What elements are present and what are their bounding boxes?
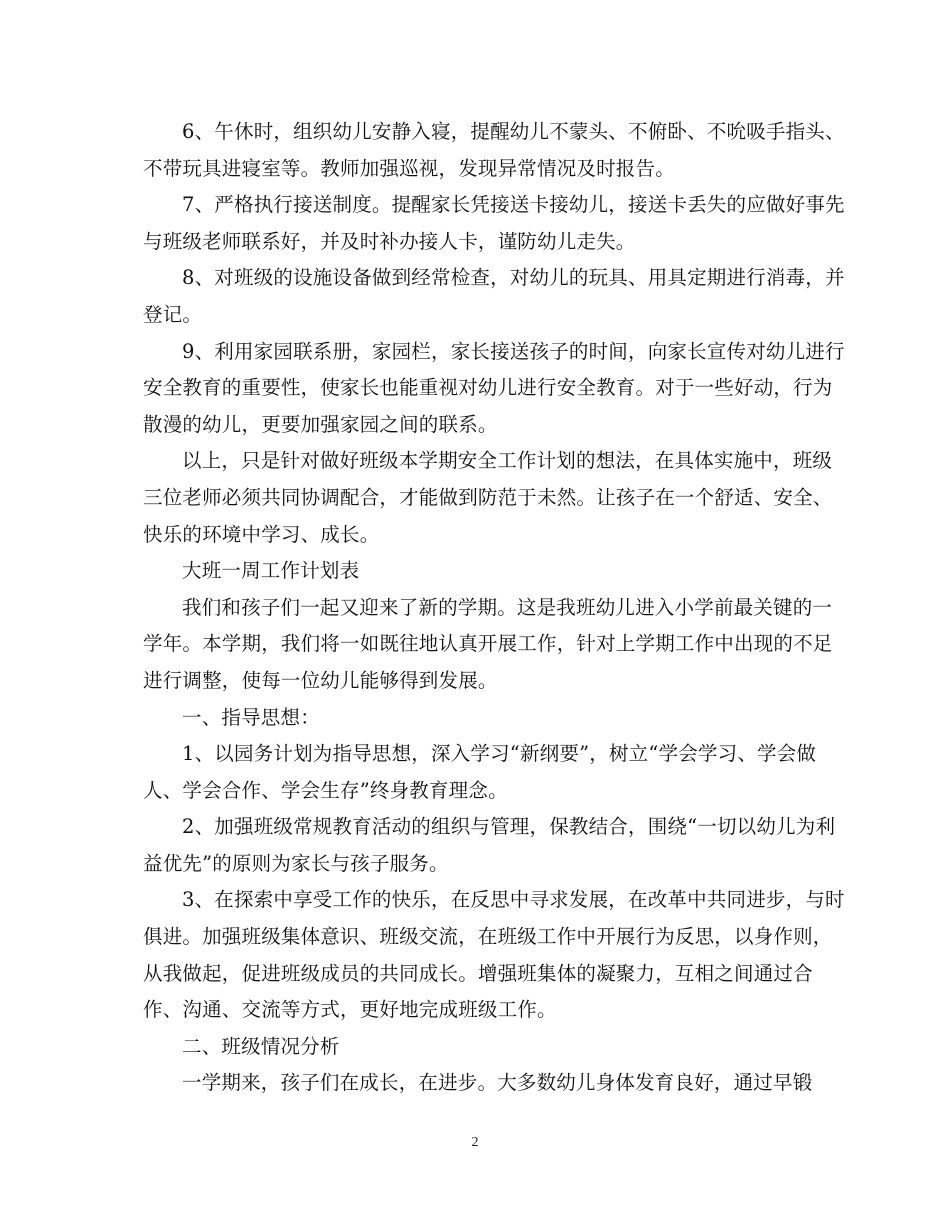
text-line: 作、沟通、交流等方式，更好地完成班级工作。: [143, 998, 557, 1022]
heading-guiding-ideology: [143, 700, 813, 737]
page-number: 2: [471, 1135, 479, 1150]
text-line: 8、对班级的设施设备做到经常检查，对幼儿的玩具、用具定期进行消毒，并: [182, 266, 845, 290]
paragraph-guiding-2: [143, 809, 836, 882]
paragraph-class-analysis: [143, 1065, 813, 1102]
text-line: 3、在探索中享受工作的快乐，在反思中寻求发展，在改革中共同进步，与时: [182, 888, 845, 912]
document-body: [143, 114, 845, 1102]
text-line: 一学期来，孩子们在成长，在进步。大多数幼儿身体发育良好，通过早锻: [182, 1071, 813, 1095]
text-line: 二、班级情况分析: [182, 1034, 340, 1058]
paragraph-item-9: [143, 334, 845, 444]
text-line: 我们和孩子们一起又迎来了新的学期。这是我班幼儿进入小学前最关键的一: [182, 595, 833, 619]
paragraph-guiding-1: [143, 736, 817, 809]
text-line: 2、加强班级常规教育活动的组织与管理，保教结合，围绕“一切以幼儿为利: [182, 815, 836, 839]
section-title: [143, 553, 813, 590]
text-line: 一、指导思想：: [182, 705, 320, 729]
paragraph-conclusion: [143, 443, 833, 553]
text-line: 不带玩具进寝室等。教师加强巡视，发现异常情况及时报告。: [143, 156, 675, 180]
paragraph-item-8: [143, 260, 845, 333]
text-line: 三位老师必须共同协调配合，才能做到防范于未然。让孩子在一个舒适、安全、: [143, 485, 833, 509]
text-line: 大班一周工作计划表: [182, 559, 360, 583]
text-line: 快乐的环境中学习、成长。: [143, 522, 380, 546]
text-line: 益优先”的原则为家长与孩子服务。: [143, 851, 449, 875]
text-line: 与班级老师联系好，并及时补办接人卡，谨防幼儿走失。: [143, 229, 636, 253]
text-line: 6、午休时，组织幼儿安静入寝，提醒幼儿不蒙头、不俯卧、不吮吸手指头、: [182, 120, 845, 143]
text-line: 9、利用家园联系册，家园栏，家长接送孩子的时间，向家长宣传对幼儿进行: [182, 339, 845, 363]
paragraph-guiding-3: [143, 882, 845, 1028]
text-line: 7、严格执行接送制度。提醒家长凭接送卡接幼儿，接送卡丢失的应做好事先: [182, 193, 845, 217]
paragraph-item-7: [143, 187, 845, 260]
text-line: 散漫的幼儿，更要加强家园之间的联系。: [143, 412, 498, 436]
text-line: 安全教育的重要性，使家长也能重视对幼儿进行安全教育。对于一些好动，行为: [143, 376, 833, 400]
text-line: 俱进。加强班级集体意识、班级交流，在班级工作中开展行为反思，以身作则，: [143, 925, 833, 949]
text-line: 学年。本学期，我们将一如既往地认真开展工作，针对上学期工作中出现的不足: [143, 632, 833, 656]
text-line: 登记。: [143, 302, 203, 326]
text-line: 1、以园务计划为指导思想，深入学习“新纲要”，树立“学会学习、学会做: [182, 742, 817, 766]
text-line: 人、学会合作、学会生存”终身教育理念。: [143, 778, 508, 802]
text-line: 以上，只是针对做好班级本学期安全工作计划的想法，在具体实施中，班级: [182, 449, 833, 473]
paragraph-item-6: [143, 114, 845, 187]
heading-class-analysis: [143, 1029, 813, 1066]
text-line: 从我做起，促进班级成员的共同成长。增强班集体的凝聚力，互相之间通过合: [143, 961, 813, 985]
paragraph-intro: [143, 590, 833, 700]
text-line: 进行调整，使每一位幼儿能够得到发展。: [143, 668, 498, 692]
